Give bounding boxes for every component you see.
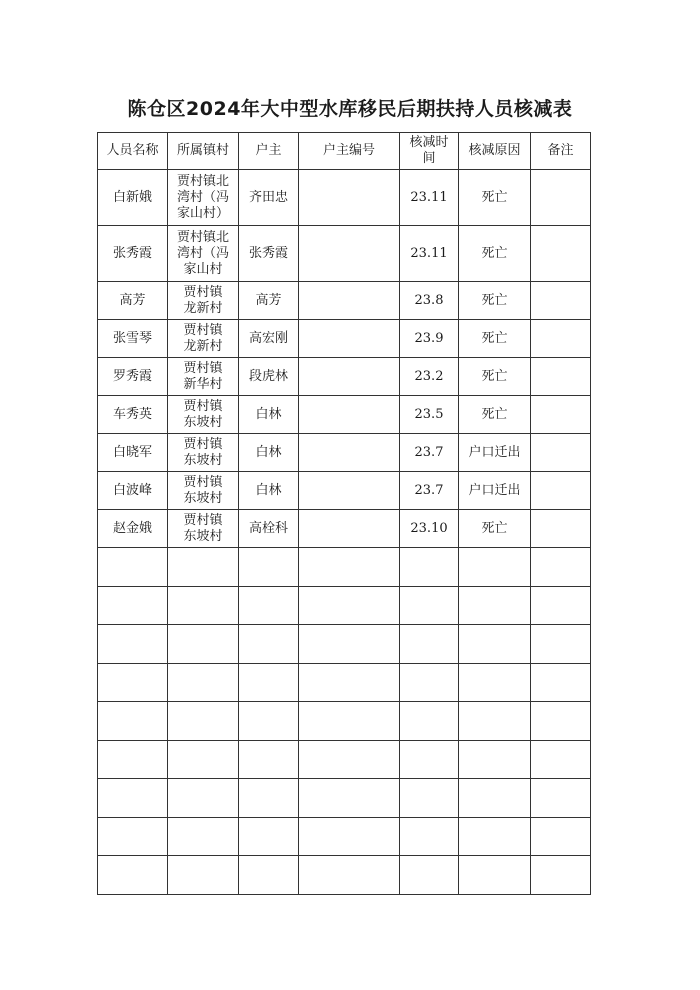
empty-cell <box>168 586 239 625</box>
empty-table-row <box>98 817 591 856</box>
cell-name: 白波峰 <box>98 472 168 510</box>
empty-cell <box>459 740 531 779</box>
cell-village: 贾村镇 新华村 <box>168 358 239 396</box>
table-row <box>98 472 591 510</box>
cell-date: 23.2 <box>400 358 459 396</box>
empty-cell <box>239 817 299 856</box>
empty-cell <box>531 625 591 664</box>
empty-cell <box>239 856 299 895</box>
cell-householder: 张秀霞 <box>239 226 299 282</box>
empty-cell <box>531 856 591 895</box>
cell-householder: 白林 <box>239 472 299 510</box>
cell-note <box>531 472 591 510</box>
header-note: 备注 <box>531 133 591 170</box>
empty-table-row <box>98 586 591 625</box>
cell-date: 23.5 <box>400 396 459 434</box>
cell-note <box>531 358 591 396</box>
cell-village: 贾村镇 龙新村 <box>168 282 239 320</box>
empty-cell <box>531 779 591 818</box>
table-row <box>98 170 591 226</box>
empty-cell <box>400 548 459 587</box>
empty-cell <box>400 779 459 818</box>
empty-cell <box>400 817 459 856</box>
cell-household-no <box>299 434 400 472</box>
empty-cell <box>98 702 168 741</box>
header-date: 核减时 间 <box>400 133 459 170</box>
cell-note <box>531 434 591 472</box>
empty-cell <box>168 663 239 702</box>
cell-date: 23.10 <box>400 510 459 548</box>
cell-household-no <box>299 510 400 548</box>
cell-village: 贾村镇 东坡村 <box>168 510 239 548</box>
cell-householder: 齐田忠 <box>239 170 299 226</box>
header-reason: 核减原因 <box>459 133 531 170</box>
empty-cell <box>299 586 400 625</box>
empty-cell <box>168 548 239 587</box>
empty-cell <box>531 817 591 856</box>
header-household-no: 户主编号 <box>299 133 400 170</box>
cell-village: 贾村镇北 湾村（冯 家山村 <box>168 226 239 282</box>
cell-date: 23.11 <box>400 170 459 226</box>
empty-cell <box>98 548 168 587</box>
empty-cell <box>299 548 400 587</box>
cell-householder: 高宏刚 <box>239 320 299 358</box>
empty-cell <box>98 740 168 779</box>
empty-cell <box>299 856 400 895</box>
empty-cell <box>168 625 239 664</box>
cell-householder: 高芳 <box>239 282 299 320</box>
empty-cell <box>459 856 531 895</box>
cell-date: 23.7 <box>400 434 459 472</box>
cell-village: 贾村镇 龙新村 <box>168 320 239 358</box>
empty-cell <box>400 586 459 625</box>
cell-reason: 死亡 <box>459 282 531 320</box>
cell-name: 罗秀霞 <box>98 358 168 396</box>
empty-cell <box>459 817 531 856</box>
table-row <box>98 226 591 282</box>
header-village: 所属镇村 <box>168 133 239 170</box>
cell-name: 赵金娥 <box>98 510 168 548</box>
cell-date: 23.7 <box>400 472 459 510</box>
empty-table-row <box>98 702 591 741</box>
cell-date: 23.9 <box>400 320 459 358</box>
cell-reason: 死亡 <box>459 358 531 396</box>
empty-cell <box>459 548 531 587</box>
empty-cell <box>168 779 239 818</box>
empty-cell <box>299 702 400 741</box>
empty-cell <box>299 663 400 702</box>
reduction-table <box>97 132 591 895</box>
table-row <box>98 396 591 434</box>
cell-household-no <box>299 282 400 320</box>
cell-note <box>531 510 591 548</box>
empty-cell <box>98 779 168 818</box>
cell-household-no <box>299 170 400 226</box>
table-header-row <box>98 133 591 170</box>
empty-cell <box>168 856 239 895</box>
cell-name: 张雪琴 <box>98 320 168 358</box>
cell-date: 23.11 <box>400 226 459 282</box>
empty-table-row <box>98 740 591 779</box>
cell-date: 23.8 <box>400 282 459 320</box>
cell-note <box>531 170 591 226</box>
empty-cell <box>98 817 168 856</box>
empty-cell <box>531 740 591 779</box>
empty-cell <box>400 625 459 664</box>
empty-cell <box>239 779 299 818</box>
cell-household-no <box>299 320 400 358</box>
empty-table-row <box>98 856 591 895</box>
cell-reason: 死亡 <box>459 510 531 548</box>
empty-cell <box>239 740 299 779</box>
empty-cell <box>299 625 400 664</box>
cell-reason: 死亡 <box>459 226 531 282</box>
cell-householder: 白林 <box>239 434 299 472</box>
table-row <box>98 320 591 358</box>
cell-village: 贾村镇 东坡村 <box>168 472 239 510</box>
cell-reason: 死亡 <box>459 170 531 226</box>
header-householder: 户主 <box>239 133 299 170</box>
empty-cell <box>299 779 400 818</box>
empty-cell <box>400 702 459 741</box>
cell-note <box>531 320 591 358</box>
empty-cell <box>98 625 168 664</box>
empty-cell <box>400 740 459 779</box>
empty-cell <box>459 586 531 625</box>
empty-table-row <box>98 663 591 702</box>
cell-household-no <box>299 358 400 396</box>
empty-cell <box>168 702 239 741</box>
empty-table-row <box>98 779 591 818</box>
empty-cell <box>239 702 299 741</box>
empty-cell <box>168 740 239 779</box>
empty-cell <box>459 779 531 818</box>
empty-cell <box>531 663 591 702</box>
empty-cell <box>531 586 591 625</box>
table-row <box>98 510 591 548</box>
empty-cell <box>168 817 239 856</box>
cell-reason: 死亡 <box>459 320 531 358</box>
empty-cell <box>299 740 400 779</box>
cell-household-no <box>299 226 400 282</box>
cell-note <box>531 282 591 320</box>
empty-cell <box>98 586 168 625</box>
empty-cell <box>531 548 591 587</box>
cell-householder: 白林 <box>239 396 299 434</box>
empty-cell <box>459 702 531 741</box>
empty-cell <box>239 663 299 702</box>
cell-note <box>531 396 591 434</box>
empty-cell <box>299 817 400 856</box>
cell-household-no <box>299 472 400 510</box>
cell-village: 贾村镇北 湾村（冯 家山村） <box>168 170 239 226</box>
cell-reason: 户口迁出 <box>459 434 531 472</box>
empty-table-row <box>98 548 591 587</box>
empty-cell <box>400 856 459 895</box>
empty-cell <box>239 548 299 587</box>
empty-table-row <box>98 625 591 664</box>
table-row <box>98 358 591 396</box>
empty-cell <box>98 856 168 895</box>
empty-cell <box>459 625 531 664</box>
cell-householder: 段虎林 <box>239 358 299 396</box>
cell-reason: 死亡 <box>459 396 531 434</box>
empty-cell <box>400 663 459 702</box>
cell-village: 贾村镇 东坡村 <box>168 434 239 472</box>
empty-cell <box>531 702 591 741</box>
cell-note <box>531 226 591 282</box>
cell-village: 贾村镇 东坡村 <box>168 396 239 434</box>
table-row <box>98 434 591 472</box>
cell-householder: 高栓科 <box>239 510 299 548</box>
cell-name: 车秀英 <box>98 396 168 434</box>
header-name: 人员名称 <box>98 133 168 170</box>
empty-cell <box>239 586 299 625</box>
empty-cell <box>98 663 168 702</box>
empty-cell <box>239 625 299 664</box>
cell-reason: 户口迁出 <box>459 472 531 510</box>
cell-name: 张秀霞 <box>98 226 168 282</box>
cell-household-no <box>299 396 400 434</box>
page-title: 陈仓区2024年大中型水库移民后期扶持人员核减表 <box>127 98 573 120</box>
cell-name: 白新娥 <box>98 170 168 226</box>
cell-name: 高芳 <box>98 282 168 320</box>
cell-name: 白晓军 <box>98 434 168 472</box>
empty-cell <box>459 663 531 702</box>
table-row <box>98 282 591 320</box>
